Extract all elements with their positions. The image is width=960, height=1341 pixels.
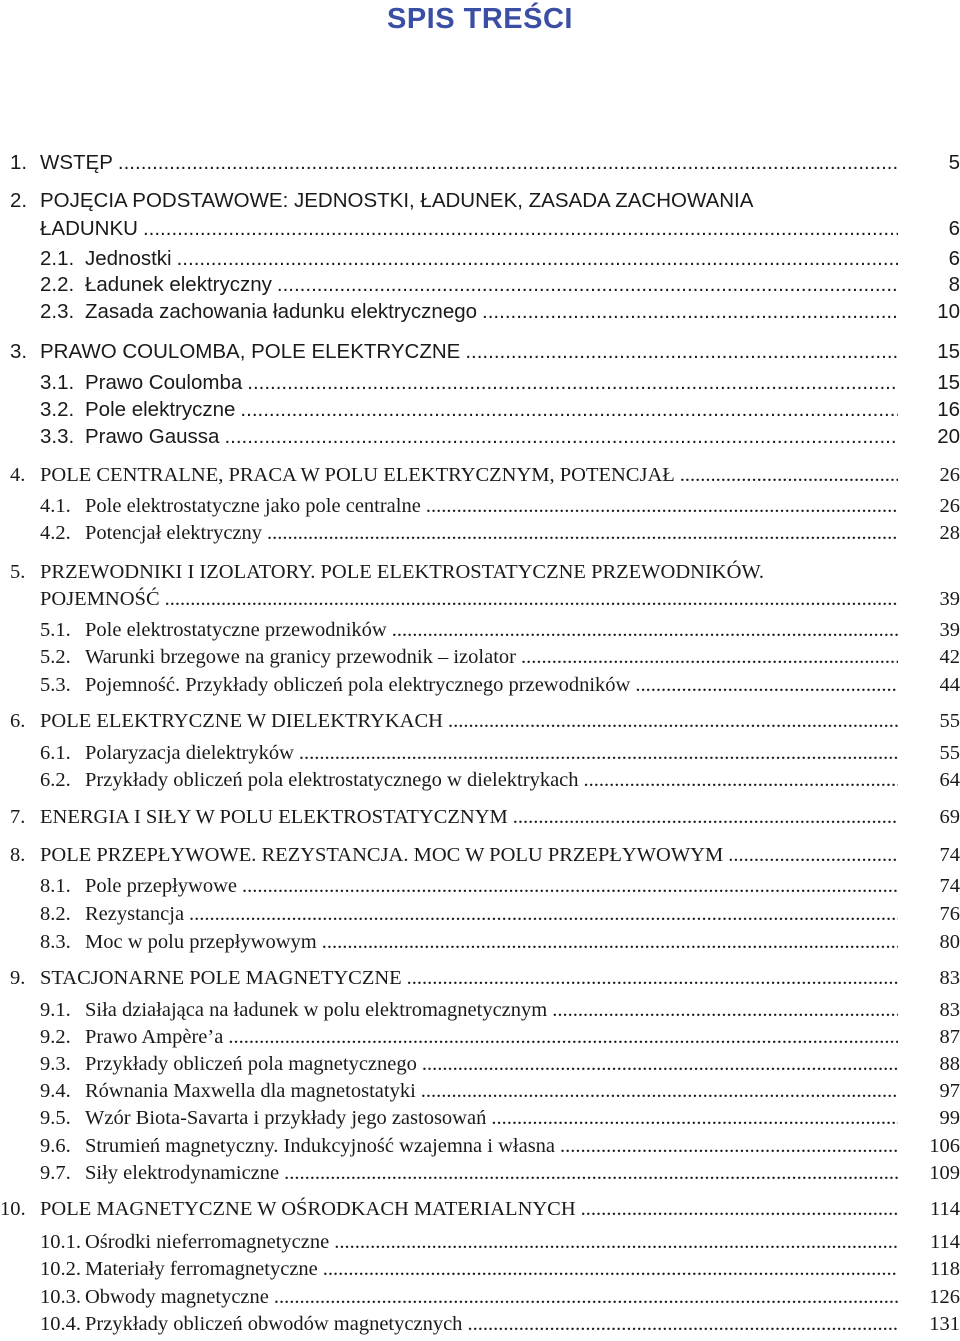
toc-entry-title: STACJONARNE POLE MAGNETYCZNE: [40, 967, 402, 989]
toc-entry-title: Prawo Ampère’a: [85, 1026, 224, 1048]
toc-entry[interactable]: [40, 370, 960, 396]
toc-entry[interactable]: [10, 708, 960, 734]
toc-entry[interactable]: [40, 617, 960, 643]
toc-page-number: 83: [939, 967, 960, 989]
toc-entry[interactable]: [40, 672, 960, 698]
toc-page-number: 44: [939, 674, 960, 696]
toc-entry[interactable]: [40, 1229, 960, 1255]
toc-page-number: 99: [939, 1107, 960, 1129]
toc-page-number: 88: [939, 1053, 960, 1075]
toc-page-number: 87: [939, 1026, 960, 1048]
toc-entry-title: Obwody magnetyczne: [85, 1286, 269, 1308]
toc-entry-title: Rezystancja: [85, 903, 185, 925]
toc-leader-dots: [277, 272, 898, 298]
toc-leader-dots: [143, 216, 898, 242]
toc-entry-number: 9.7.: [40, 1162, 71, 1184]
toc-leader-dots: [224, 424, 898, 450]
toc-entry-title: Pojemność. Przykłady obliczeń pola elektrycznego przewodników: [85, 674, 631, 696]
toc-entry[interactable]: [40, 997, 960, 1023]
toc-page-number: 42: [939, 646, 960, 668]
toc-leader-dots: [322, 929, 898, 955]
toc-entry-number: 9.2.: [40, 1026, 71, 1048]
toc-leader-dots: [465, 339, 898, 365]
toc-entry-number: 8.: [10, 844, 26, 866]
toc-leader-dots: [242, 873, 898, 899]
toc-page-number: 6: [948, 217, 960, 240]
toc-entry[interactable]: [10, 842, 960, 868]
toc-entry-number: 5.3.: [40, 674, 71, 696]
toc-entry-number: 9.5.: [40, 1107, 71, 1129]
toc-entry-title: POJEMNOŚĆ: [40, 588, 160, 610]
toc-entry[interactable]: [40, 272, 960, 298]
toc-entry[interactable]: [0, 1196, 960, 1222]
toc-entry-title: Przykłady obliczeń obwodów magnetycznych: [85, 1313, 463, 1335]
toc-leader-dots: [299, 740, 898, 766]
toc-page-number: 69: [939, 806, 960, 828]
toc-entry-title: Potencjał elektryczny: [85, 522, 263, 544]
toc-leader-dots: [421, 1078, 898, 1104]
toc-leader-dots: [448, 708, 898, 734]
toc-entry-title: Pole elektrostatyczne jako pole centralne: [85, 495, 421, 517]
toc-entry-title: Moc w polu przepływowym: [85, 931, 317, 953]
toc-leader-dots: [422, 1051, 898, 1077]
toc-entry-number: 9.3.: [40, 1053, 71, 1075]
toc-page-number: 118: [930, 1258, 960, 1280]
toc-entry-title: Pole elektryczne: [85, 398, 236, 421]
toc-entry-title: POLE ELEKTRYCZNE W DIELEKTRYKACH: [40, 710, 443, 732]
toc-entry[interactable]: [40, 1133, 960, 1159]
toc-entry-title: Siły elektrodynamiczne: [85, 1162, 280, 1184]
toc-entry-number: 10.2.: [40, 1258, 81, 1280]
toc-page-number: 6: [948, 247, 960, 270]
toc-entry-number: 6.2.: [40, 769, 71, 791]
toc-entry-number: 2.2.: [40, 273, 75, 296]
toc-entry-number: 1.: [10, 151, 28, 174]
toc-entry-number: 5.: [10, 561, 26, 583]
toc-entry[interactable]: [10, 188, 960, 214]
toc-entry[interactable]: [40, 929, 960, 955]
toc-entry-title: PRAWO COULOMBA, POLE ELEKTRYCZNE: [40, 340, 461, 363]
toc-leader-dots: [274, 1284, 898, 1310]
toc-leader-dots: [728, 842, 898, 868]
toc-entry[interactable]: [40, 901, 960, 927]
toc-leader-dots: [228, 1024, 898, 1050]
toc-leader-dots: [165, 586, 898, 612]
toc-page-number: 20: [937, 425, 960, 448]
toc-entry[interactable]: [40, 299, 960, 325]
toc-entry-title: ENERGIA I SIŁY W POLU ELEKTROSTATYCZNYM: [40, 806, 508, 828]
toc-page-number: 15: [937, 340, 960, 363]
toc-entry-title: Prawo Coulomba: [85, 371, 243, 394]
toc-entry[interactable]: [10, 804, 960, 830]
toc-entry-title: Przykłady obliczeń pola magnetycznego: [85, 1053, 417, 1075]
toc-page-number: 26: [939, 464, 960, 486]
toc-page-number: 8: [948, 273, 960, 296]
toc-entry-title: POLE MAGNETYCZNE W OŚRODKACH MATERIALNYCH: [40, 1198, 576, 1220]
toc-entry-title: POLE PRZEPŁYWOWE. REZYSTANCJA. MOC W POLU PRZEPŁYWOWYM: [40, 844, 724, 866]
toc-page-number: 76: [939, 903, 960, 925]
toc-entry[interactable]: [40, 767, 960, 793]
toc-entry[interactable]: [40, 520, 960, 546]
toc-page-number: 10: [937, 300, 960, 323]
toc-entry[interactable]: [10, 965, 960, 991]
toc-page-number: 39: [939, 588, 960, 610]
toc-entry-number: 3.3.: [40, 425, 75, 448]
toc-entry-title: Wzór Biota-Savarta i przykłady jego zastosowań: [85, 1107, 487, 1129]
toc-leader-dots: [407, 965, 898, 991]
toc-entry[interactable]: [40, 1024, 960, 1050]
toc-entry-number: 4.2.: [40, 522, 71, 544]
toc-entry[interactable]: [40, 397, 960, 423]
toc-leader-dots: [467, 1311, 898, 1337]
toc-page-number: 26: [939, 495, 960, 517]
toc-entry-title: Zasada zachowania ładunku elektrycznego: [85, 300, 478, 323]
toc-entry-title: Jednostki: [85, 247, 172, 270]
toc-page-number: 74: [939, 844, 960, 866]
toc-entry[interactable]: [40, 1256, 960, 1282]
toc-entry-title: PRZEWODNIKI I IZOLATORY. POLE ELEKTROSTATYCZNE PRZEWODNIKÓW.: [40, 561, 764, 583]
toc-entry-title: Siła działająca na ładunek w polu elektromagnetycznym: [85, 999, 548, 1021]
toc-entry-number: 5.1.: [40, 619, 71, 641]
toc-leader-dots: [177, 246, 898, 272]
toc-entry-number: 8.2.: [40, 903, 71, 925]
toc-entry-title: POLE CENTRALNE, PRACA W POLU ELEKTRYCZNYM, POTENCJAŁ: [40, 464, 675, 486]
toc-entry[interactable]: [40, 873, 960, 899]
toc-entry-title: Równania Maxwella dla magnetostatyki: [85, 1080, 416, 1102]
toc-entry-title: POJĘCIA PODSTAWOWE: JEDNOSTKI, ŁADUNEK, ZASADA ZACHOWANIA: [40, 189, 754, 212]
toc-entry-title: Materiały ferromagnetyczne: [85, 1258, 318, 1280]
toc-entry[interactable]: [40, 493, 960, 519]
toc-page-number: 131: [929, 1313, 960, 1335]
toc-leader-dots: [284, 1160, 898, 1186]
toc-entry-title: Pole elektrostatyczne przewodników: [85, 619, 387, 641]
toc-entry-title: Przykłady obliczeń pola elektrostatycznego w dielektrykach: [85, 769, 579, 791]
toc-leader-dots: [247, 370, 898, 396]
toc-leader-dots: [267, 520, 898, 546]
toc-leader-dots: [513, 804, 898, 830]
toc-leader-dots: [392, 617, 898, 643]
toc-entry-title: ŁADUNKU: [40, 217, 138, 240]
toc-entry-number: 5.2.: [40, 646, 71, 668]
toc-entry-number: 6.: [10, 710, 26, 732]
toc-entry[interactable]: [40, 424, 960, 450]
toc-page-number: 16: [937, 398, 960, 421]
toc-entry[interactable]: [40, 1160, 960, 1186]
toc-page-number: 106: [929, 1135, 960, 1157]
toc-page-number: 55: [939, 742, 960, 764]
toc-entry-number: 3.: [10, 340, 28, 363]
toc-leader-dots: [584, 767, 898, 793]
toc-entry-number: 2.3.: [40, 300, 75, 323]
toc-entry-number: 4.: [10, 464, 26, 486]
toc-entry[interactable]: [40, 246, 960, 272]
toc-leader-dots: [482, 299, 898, 325]
toc-entry-title: Pole przepływowe: [85, 875, 237, 897]
toc-entry-title: Strumień magnetyczny. Indukcyjność wzajemna i własna: [85, 1135, 556, 1157]
toc-entry[interactable]: [40, 644, 960, 670]
toc-entry[interactable]: [40, 1078, 960, 1104]
toc-entry-number: 3.1.: [40, 371, 75, 394]
toc-leader-dots: [189, 901, 898, 927]
toc-entry-number: 9.4.: [40, 1080, 71, 1102]
toc-page-number: 109: [929, 1162, 960, 1184]
toc-page-number: 74: [939, 875, 960, 897]
toc-entry-number: 9.6.: [40, 1135, 71, 1157]
toc-entry-number: 8.1.: [40, 875, 71, 897]
toc-entry-number: 10.1.: [40, 1231, 81, 1253]
toc-entry-number: 3.2.: [40, 398, 75, 421]
toc-page-number: 5: [948, 151, 960, 174]
toc-leader-dots: [323, 1256, 898, 1282]
toc-page-number: 39: [939, 619, 960, 641]
toc-leader-dots: [635, 672, 898, 698]
toc-entry[interactable]: [10, 150, 960, 176]
toc-entry[interactable]: [40, 1051, 960, 1077]
toc-entry-title: Polaryzacja dielektryków: [85, 742, 294, 764]
toc-entry[interactable]: [10, 559, 960, 585]
toc-entry-title: Prawo Gaussa: [85, 425, 220, 448]
toc-entry[interactable]: [10, 339, 960, 365]
toc-entry[interactable]: [40, 740, 960, 766]
toc-leader-dots: [240, 397, 898, 423]
toc-leader-dots: [552, 997, 898, 1023]
toc-leader-dots: [560, 1133, 898, 1159]
toc-entry-title: Ładunek elektryczny: [85, 273, 272, 296]
toc-entry-title: WSTĘP: [40, 151, 113, 174]
toc-entry-number: 10.3.: [40, 1286, 81, 1308]
toc-page-number: 80: [939, 931, 960, 953]
toc-entry-number: 10.: [0, 1198, 26, 1220]
toc-entry-number: 9.1.: [40, 999, 71, 1021]
toc-page-number: 97: [939, 1080, 960, 1102]
toc-leader-dots: [521, 644, 898, 670]
toc-entry-title: Ośrodki nieferromagnetyczne: [85, 1231, 330, 1253]
toc-entry-number: 8.3.: [40, 931, 71, 953]
toc-page-number: 64: [939, 769, 960, 791]
toc-leader-dots: [581, 1196, 898, 1222]
toc-entry[interactable]: [40, 586, 960, 612]
toc-entry[interactable]: [40, 1311, 960, 1337]
toc-page-number: 28: [939, 522, 960, 544]
toc-leader-dots: [334, 1229, 898, 1255]
toc-leader-dots: [426, 493, 898, 519]
toc-entry-number: 6.1.: [40, 742, 71, 764]
toc-page-number: 126: [929, 1286, 960, 1308]
toc-leader-dots: [118, 150, 898, 176]
toc-entry[interactable]: [10, 462, 960, 488]
page-title: SPIS TREŚCI: [387, 3, 573, 35]
toc-page-number: 55: [939, 710, 960, 732]
toc-entry[interactable]: [40, 1284, 960, 1310]
toc-entry-number: 9.: [10, 967, 26, 989]
toc-page-number: 15: [937, 371, 960, 394]
toc-entry-title: Warunki brzegowe na granicy przewodnik – izolator: [85, 646, 516, 668]
toc-entry[interactable]: [40, 1105, 960, 1131]
toc-leader-dots: [680, 462, 898, 488]
toc-entry-number: 10.4.: [40, 1313, 81, 1335]
toc-entry-number: 2.: [10, 189, 28, 212]
toc-entry[interactable]: [40, 216, 960, 242]
toc-entry-number: 4.1.: [40, 495, 71, 517]
toc-entry-number: 2.1.: [40, 247, 75, 270]
toc-page-number: 83: [939, 999, 960, 1021]
toc-leader-dots: [491, 1105, 898, 1131]
toc-page-number: 114: [930, 1198, 960, 1220]
toc-entry-number: 7.: [10, 806, 26, 828]
toc-page-number: 114: [930, 1231, 960, 1253]
